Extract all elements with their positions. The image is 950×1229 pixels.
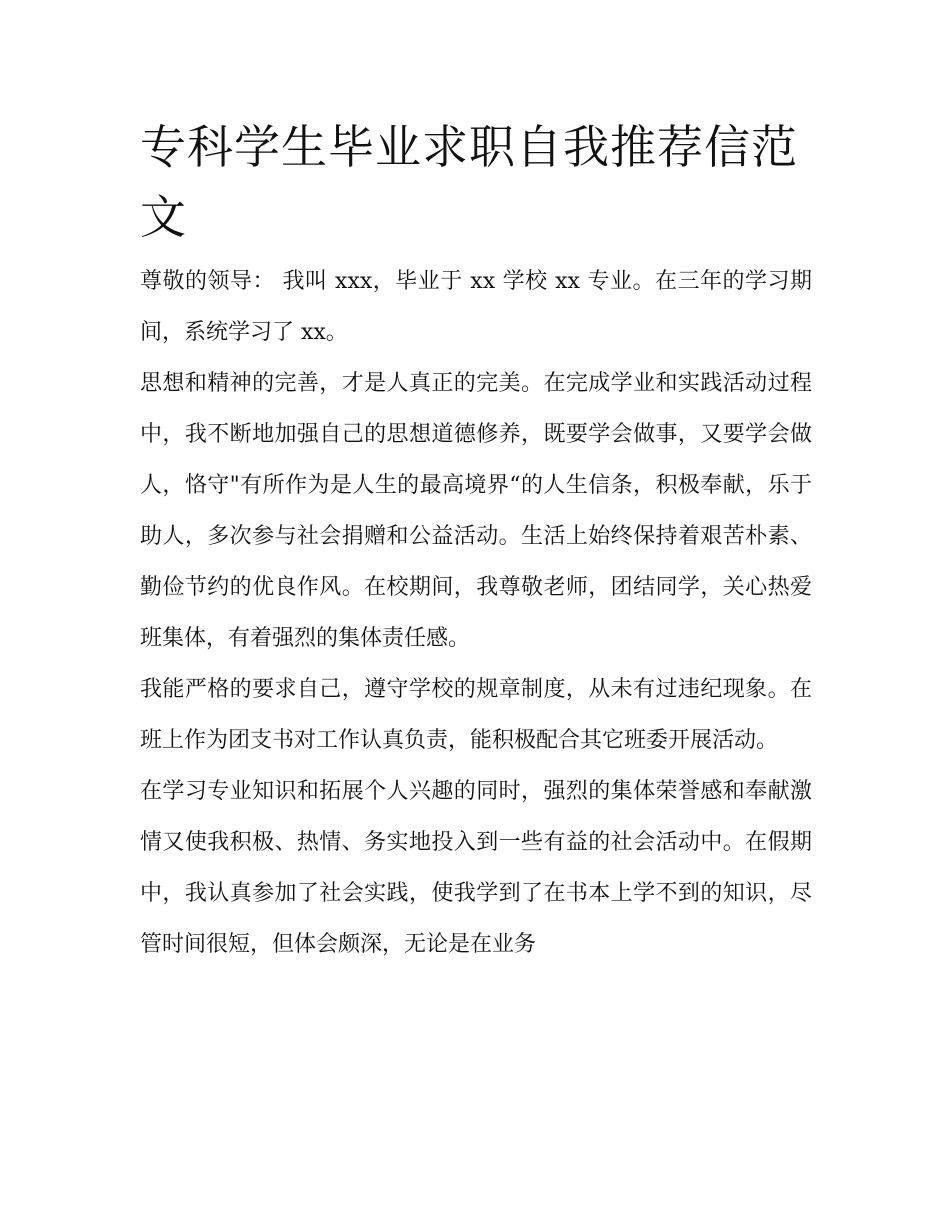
- document-page: [140, 112, 812, 970]
- paragraph-discipline: 我能严格的要求自己，遵守学校的规章制度，从未有过违纪现象。在班上作为团支书对工作认真负责，能积极配合其它班委开展活动。: [140, 677, 812, 753]
- paragraph-character: 思想和精神的完善，才是人真正的完美。在完成学业和实践活动过程中，我不断地加强自己的思想道德修养，既要学会做事，又要学会做人，恪守"有所作为是人生的最高境界“的人生信条，积极奉献，乐于助人，多次参与社会捐赠和公益活动。生活上始终保持着艰苦朴素、勤俭节约的优良作风。在校期间，我尊敬老师，团结同学，关心热爱班集体，有着强烈的集体责任感。: [140, 371, 812, 651]
- document-title: 专科学生毕业求职自我推荐信范文: [140, 120, 798, 244]
- paragraph-social-activities: 在学习专业知识和拓展个人兴趣的同时，强烈的集体荣誉感和奉献激情又使我积极、热情、务实地投入到一些有益的社会活动中。在假期中，我认真参加了社会实践，使我学到了在书本上学不到的知识，尽管时间很短，但体会颇深，无论是在业务: [140, 779, 812, 957]
- paragraph-greeting: 尊敬的领导： 我叫 xxx，毕业于 xx 学校 xx 专业。在三年的学习期间，系统学习了 xx。: [140, 269, 812, 345]
